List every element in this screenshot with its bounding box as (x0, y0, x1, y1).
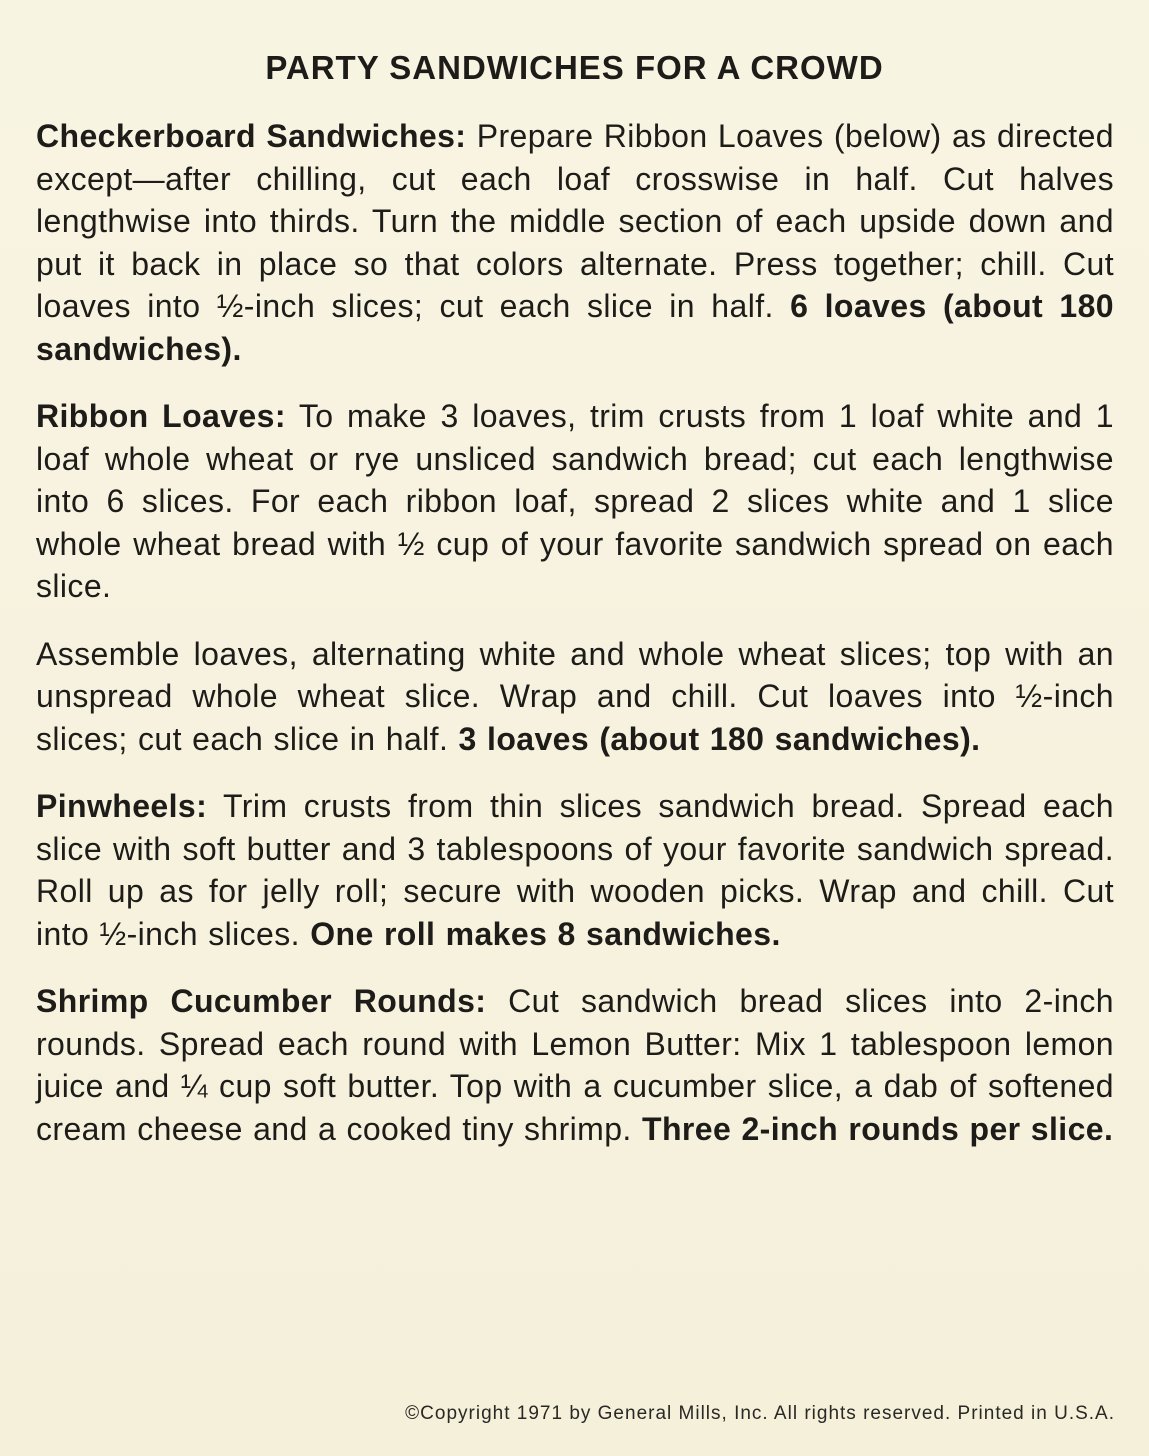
recipe-text: Trim crusts from thin slices sandwich bread. Spread each slice with soft butter and 3 tablespoons of your favorite sandwich spread. Roll up as for jelly roll; secure with wooden picks. Wrap and chill. Cut into ½-inch slices. (36, 788, 1114, 952)
recipe-shrimp-cucumber-rounds (36, 980, 1114, 1150)
recipe-yield: 6 loaves (about 180 sandwiches). (36, 288, 1114, 367)
recipe-text: Assemble loaves, alternating white and whole wheat slices; top with an unspread whole wheat slice. Wrap and chill. Cut loaves into ½-inch slices; cut each slice in half. (36, 635, 1114, 757)
recipe-yield: Three 2-inch rounds per slice. (642, 1110, 1114, 1147)
recipe-heading: Pinwheels: (36, 788, 208, 824)
recipe-checkerboard-sandwiches (36, 115, 1114, 370)
recipe-heading: Shrimp Cucumber Rounds: (36, 983, 487, 1019)
page-title: PARTY SANDWICHES FOR A CROWD (265, 49, 884, 86)
recipe-heading: Checkerboard Sandwiches: (36, 118, 467, 154)
recipe-text: Prepare Ribbon Loaves (below) as directed except—after chilling, cut each loaf crosswise in half. Cut halves lengthwise into thirds. Turn the middle section of each upside down and put it back in place so that colors alternate. Press together; chill. Cut loaves into ½-inch slices; cut each slice in half. (36, 118, 1114, 324)
recipe-text: Cut sandwich bread slices into 2-inch rounds. Spread each round with Lemon Butter: Mix 1 tablespoon lemon juice and ¼ cup soft butter. Top with a cucumber slice, a dab of softened cream cheese and a cooked tiny shrimp. (36, 983, 1114, 1147)
recipe-ribbon-loaves (36, 395, 1114, 608)
recipe-yield: 3 loaves (about 180 sandwiches). (458, 720, 981, 757)
recipe-pinwheels (36, 785, 1114, 955)
recipe-heading: Ribbon Loaves: (36, 398, 286, 434)
recipe-text: To make 3 loaves, trim crusts from 1 loaf white and 1 loaf whole wheat or rye unsliced sandwich bread; cut each lengthwise into 6 slices. For each ribbon loaf, spread 2 slices white and 1 slice whole wheat bread with ½ cup of your favorite sandwich spread on each slice. (36, 398, 1114, 604)
recipe-ribbon-loaves-assembly (36, 633, 1114, 761)
recipe-yield: One roll makes 8 sandwiches. (310, 915, 781, 952)
copyright-notice: ©Copyright 1971 by General Mills, Inc. All rights reserved. Printed in U.S.A. (405, 1403, 1115, 1424)
recipe-content (36, 115, 1114, 1150)
